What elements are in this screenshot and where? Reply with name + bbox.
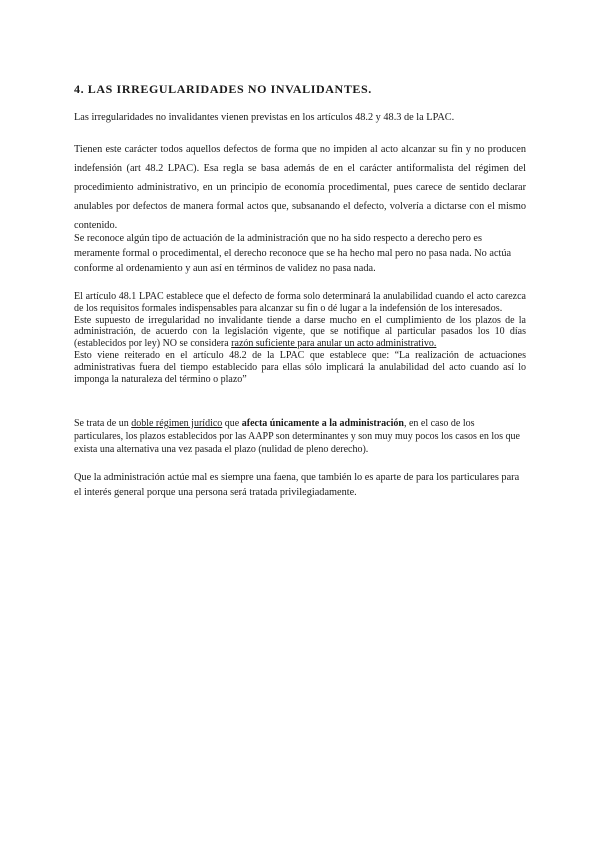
section-heading: 4. LAS IRREGULARIDADES NO INVALIDANTES. bbox=[74, 82, 372, 96]
underlined-phrase: razón suficiente para anular un acto administrativo. bbox=[231, 338, 437, 350]
paragraph-4-line-3: Esto viene reiterado en el artículo 48.2 de la LPAC que establece que: “La realización de actuaciones administrativas fuera del tiempo establecido para ellas sólo implicará la anulabilidad del acto cuando así lo imponga la naturaleza del término o plazo” bbox=[74, 349, 526, 385]
paragraph-4-line-2-text: Este supuesto de irregularidad no invalidante tiende a darse mucho en el cumplimiento de los plazos de la administración, de acuerdo con la legislación vigente, que se notifique al particular pasados los 10 días (establecidos por ley) NO se considera bbox=[74, 314, 526, 350]
bold-phrase: afecta únicamente a la administración bbox=[241, 418, 404, 429]
paragraph-4 bbox=[74, 291, 526, 385]
underlined-term: doble régimen jurídico bbox=[131, 418, 223, 429]
paragraph-5-text-b: que bbox=[222, 418, 242, 429]
paragraph-5-text-a: Se trata de un bbox=[74, 418, 132, 429]
paragraph-4-line-2 bbox=[74, 315, 526, 350]
paragraph-4-line-1: El artículo 48.1 LPAC establece que el defecto de forma solo determinará la anulabilidad cuando el acto carezca de los requisitos formales indispensables para alcanzar su fin o dé lugar a la indefensión de los interesados. bbox=[74, 291, 526, 314]
paragraph-5-text-c: , en el caso de los particulares, los plazos establecidos por las AAPP son determinantes y son muy muy pocos los casos en los que exista una alternativa una vez pasada el plazo (nulidad de pleno derecho). bbox=[74, 418, 520, 455]
paragraph-3: Se reconoce algún tipo de actuación de la administración que no ha sido respecto a derecho pero es meramente formal o procedimental, el derecho reconoce que se ha hecho mal pero no pasa nada. No actúa conforme al ordenamiento y aun así en términos de validez no pasa nada. bbox=[74, 233, 512, 274]
paragraph-2: Tienen este carácter todos aquellos defectos de forma que no impiden al acto alcanzar su fin y no producen indefensión (art 48.2 LPAC). Esa regla se basa además de en el carácter antiformalista del régimen del procedimiento administrativo, en un principio de economía procedimental, pues carece de sentido declarar anulables por defectos de manera formal actos que, subsanando el defecto, volvería a dictarse con el mismo contenido. bbox=[74, 144, 526, 231]
paragraph-6: Que la administración actúe mal es siempre una faena, que también lo es aparte de para los particulares para el interés general porque una persona será tratada privilegiadamente. bbox=[74, 472, 520, 498]
paragraph-5 bbox=[74, 417, 526, 456]
paragraph-1: Las irregularidades no invalidantes vienen previstas en los artículos 48.2 y 48.3 de la LPAC. bbox=[74, 112, 455, 123]
